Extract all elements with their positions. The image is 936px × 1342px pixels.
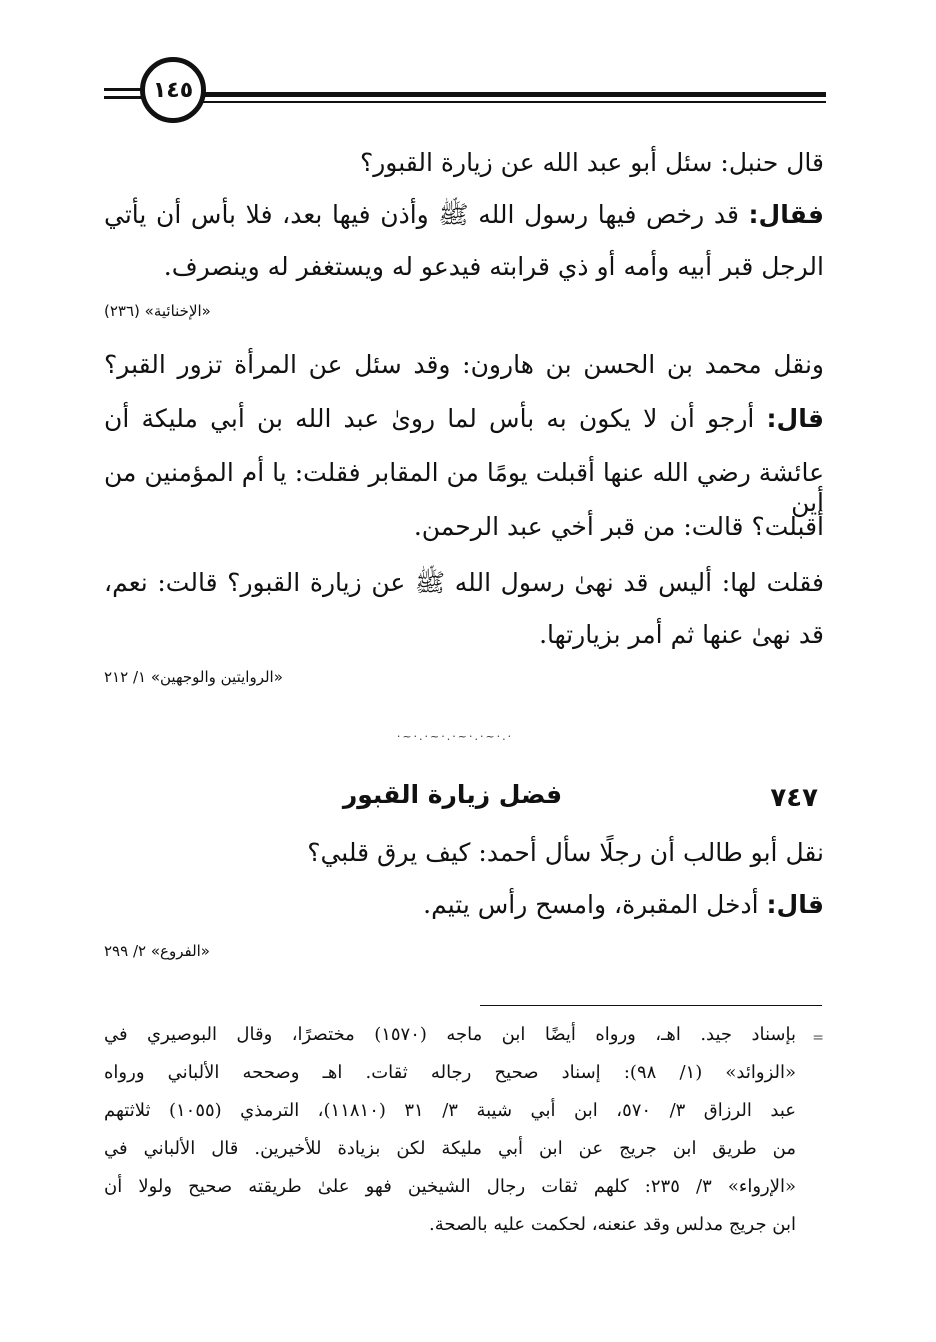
section-source: «الفروع» ٢/ ٢٩٩ <box>104 942 210 960</box>
block2-line4: أقبلت؟ قالت: من قبر أخي عبد الرحمن. <box>413 512 824 541</box>
block1-line3: الرجل قبر أبيه وأمه أو ذي قرابته فيدعو له ويستغفر له وينصرف. <box>163 252 824 281</box>
footnote-line: ابن جريج مدلس وقد عنعنه، لحكمت عليه بالصحة. <box>429 1214 796 1235</box>
section-line2-lead: قال: <box>766 890 824 919</box>
block1-line2-lead: فقال: <box>748 200 824 229</box>
footnote-rule <box>480 1005 822 1006</box>
block2-line3: عائشة رضي الله عنها أقبلت يومًا من المقابر فقلت: يا أم المؤمنين من أين <box>104 458 824 517</box>
section-title: فضل زيارة القبور <box>342 780 563 809</box>
block2-line2-lead: قال: <box>766 404 824 433</box>
block1-line2 <box>104 200 824 230</box>
block1-source: «الإخنائية» (٢٣٦) <box>104 302 211 320</box>
block2-line2 <box>104 404 824 434</box>
footnote-continuation-marker: = <box>812 1030 824 1046</box>
footnote-line: بإسناد جيد. اهـ، ورواه أيضًا ابن ماجه (١٥٧٠) مختصرًا، وقال البوصيري في <box>104 1024 796 1045</box>
header-rule-left <box>104 88 144 91</box>
block2-line6: قد نهىٰ عنها ثم أمر بزيارتها. <box>539 620 824 649</box>
section-line2-rest: أدخل المقبرة، وامسح رأس يتيم. <box>423 890 767 919</box>
entry-number: ٧٤٧ <box>770 783 818 813</box>
page-number: ١٤٥ <box>152 77 194 103</box>
footnote-line: «الزوائد» (١/ ٩٨): إسناد صحيح رجاله ثقات. اهـ وصححه الألباني ورواه <box>104 1062 797 1083</box>
footnote-line: من طريق ابن جريج عن ابن أبي مليكة لكن بزيادة للأخيرين. قال الألباني في <box>104 1138 796 1159</box>
page-number-badge <box>140 57 206 123</box>
header-rule-thin <box>200 101 826 103</box>
section-divider-ornament: ·.·~·.·~·.·~·.·~· <box>396 730 514 743</box>
block2-line2-rest: أرجو أن لا يكون به بأس لما روىٰ عبد الله بن أبي مليكة أن <box>104 404 767 433</box>
block1-line2-rest: قد رخص فيها رسول الله ﷺ وأذن فيها بعد، فلا بأس أن يأتي <box>104 200 749 229</box>
header-rule-left-2 <box>104 96 144 99</box>
footnote-line: عبد الرزاق ٣/ ٥٧٠، ابن أبي شيبة ٣/ ٣١ (١١٨١٠)، الترمذي (١٠٥٥) ثلاثتهم <box>104 1100 796 1121</box>
header-rule-thick <box>200 92 826 97</box>
block2-line1: ونقل محمد بن الحسن بن هارون: وقد سئل عن المرأة تزور القبر؟ <box>104 350 824 379</box>
section-line2 <box>423 890 824 920</box>
footnote-line: «الإرواء» ٣/ ٢٣٥: كلهم ثقات رجال الشيخين فهو علىٰ طريقته صحيح ولولا أن <box>104 1176 796 1197</box>
section-line1: نقل أبو طالب أن رجلًا سأل أحمد: كيف يرق قلبي؟ <box>307 838 824 867</box>
block1-line1: قال حنبل: سئل أبو عبد الله عن زيارة القبور؟ <box>359 148 824 177</box>
block2-source: «الروايتين والوجهين» ١/ ٢١٢ <box>104 668 283 686</box>
block2-line5: فقلت لها: أليس قد نهىٰ رسول الله ﷺ عن زيارة القبور؟ قالت: نعم، <box>104 568 824 597</box>
